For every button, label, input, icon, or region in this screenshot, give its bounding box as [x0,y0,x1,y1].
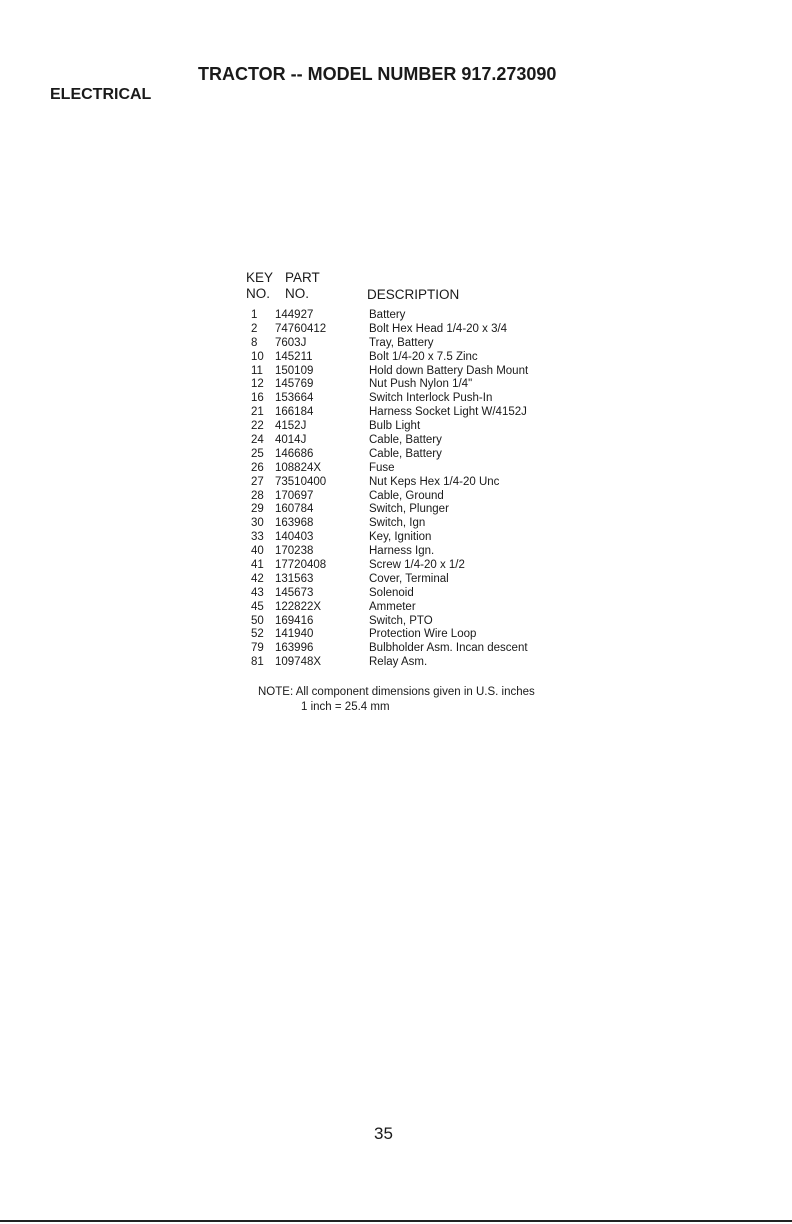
description-cell: Bolt Hex Head 1/4-20 x 3/4 [369,322,508,335]
description-cell: Nut Push Nylon 1/4" [369,378,473,391]
key-no-cell: 45 [251,600,264,613]
key-no-cell: 21 [251,406,264,419]
note-line-1: NOTE: All component dimensions given in U.S. inches [258,686,535,698]
description-cell: Hold down Battery Dash Mount [369,364,529,377]
description-cell: Cable, Ground [369,489,444,502]
part-no-cell: 145673 [275,586,314,599]
part-no-cell: 4014J [275,434,307,447]
description-header: DESCRIPTION [367,287,460,302]
part-no-cell: 108824X [275,461,322,474]
description-cell: Tray, Battery [369,336,434,349]
section-label: ELECTRICAL [50,86,152,103]
part-no-cell: 131563 [275,572,314,585]
key-no-cell: 52 [251,628,264,641]
part-no-cell: 141940 [275,628,314,641]
part-no-cell: 109748X [275,656,322,669]
description-cell: Cable, Battery [369,447,442,460]
key-no-cell: 33 [251,531,264,544]
part-no-cell: 166184 [275,406,314,419]
key-no-cell: 27 [251,475,264,488]
key-no-cell: 81 [251,656,264,669]
part-header-line1: PART [285,270,320,285]
part-no-cell: 7603J [275,336,307,349]
key-no-cell: 28 [251,489,264,502]
part-no-cell: 73510400 [275,475,327,488]
key-no-cell: 30 [251,517,264,530]
part-no-cell: 160784 [275,503,314,516]
part-no-cell: 163968 [275,517,314,530]
bottom-border [0,1220,792,1222]
description-cell: Nut Keps Hex 1/4-20 Unc [369,475,500,488]
description-cell: Switch, Ign [369,517,426,530]
key-no-cell: 43 [251,586,264,599]
part-no-cell: 4152J [275,420,307,433]
key-no-cell: 40 [251,545,264,558]
description-cell: Relay Asm. [369,656,428,669]
key-no-cell: 10 [251,350,264,363]
part-no-cell: 17720408 [275,559,327,572]
description-cell: Switch Interlock Push-In [369,392,493,405]
key-no-cell: 41 [251,559,264,572]
key-no-cell: 2 [251,322,258,335]
part-no-cell: 146686 [275,447,314,460]
part-no-cell: 145211 [275,350,313,363]
key-header-line1: KEY [246,270,274,285]
part-no-cell: 140403 [275,531,314,544]
key-no-cell: 22 [251,420,264,433]
description-cell: Bulb Light [369,420,421,433]
key-no-cell: 50 [251,614,264,627]
key-no-cell: 42 [251,572,264,585]
key-no-cell: 29 [251,503,264,516]
description-cell: Ammeter [369,600,416,613]
key-no-cell: 12 [251,378,264,391]
key-no-cell: 79 [251,642,264,655]
key-no-header [246,270,273,302]
description-cell: Cable, Battery [369,434,442,447]
description-cell: Fuse [369,461,395,474]
key-no-cell: 16 [251,392,264,405]
key-no-cell: 1 [251,309,258,321]
description-cell: Switch, Plunger [369,503,449,516]
part-no-header [285,270,320,302]
part-no-cell: 170697 [275,489,314,502]
description-cell: Bulbholder Asm. Incan descent [369,642,528,655]
description-cell: Screw 1/4-20 x 1/2 [369,559,465,572]
key-no-cell: 11 [251,364,263,377]
part-no-cell: 170238 [275,545,314,558]
key-no-cell: 26 [251,461,264,474]
description-cell: Bolt 1/4-20 x 7.5 Zinc [369,350,478,363]
part-no-cell: 144927 [275,309,314,321]
description-cell: Key, Ignition [369,531,432,544]
description-cell: Harness Socket Light W/4152J [369,406,527,419]
page-number: 35 [374,1124,393,1143]
description-cell: Solenoid [369,586,414,599]
key-header-line2: NO. [246,286,271,301]
description-cell: Battery [369,309,406,321]
key-no-cell: 8 [251,336,258,349]
part-no-cell: 74760412 [275,322,327,335]
description-cell: Harness Ign. [369,545,435,558]
part-no-cell: 153664 [275,392,314,405]
description-cell: Protection Wire Loop [369,628,477,641]
key-no-cell: 24 [251,434,264,447]
key-no-cell: 25 [251,447,264,460]
part-header-line2: NO. [285,286,310,301]
part-no-cell: 150109 [275,364,314,377]
page-title: TRACTOR -- MODEL NUMBER 917.273090 [198,64,557,84]
part-no-cell: 169416 [275,614,314,627]
part-no-cell: 163996 [275,642,314,655]
part-no-cell: 122822X [275,600,322,613]
note-line-2: 1 inch = 25.4 mm [301,701,390,713]
description-cell: Switch, PTO [369,614,433,627]
description-cell: Cover, Terminal [369,572,449,585]
part-no-cell: 145769 [275,378,314,391]
